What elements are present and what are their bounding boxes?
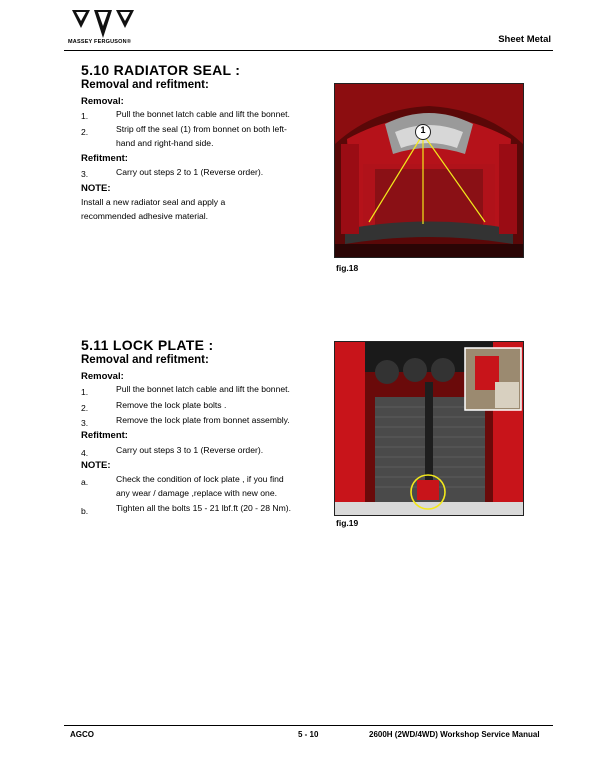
section1-step-text [116,108,290,122]
section2-step-text: Carry out steps 3 to 1 (Reverse order). [116,445,264,455]
note-line: Check the condition of lock plate , if you find [116,474,284,484]
section1-note-text [81,196,225,223]
section-title-radiator-seal: 5.10 RADIATOR SEAL : [81,62,241,78]
section1-removal-label: Removal: [81,96,124,107]
chapter-title: Sheet Metal [498,34,551,45]
section1-step-num: 2. [81,127,89,137]
footer-rule [64,725,553,726]
section1-step-text [116,123,287,150]
note-line: Install a new radiator seal and apply a [81,197,226,207]
section1-step-text [116,166,263,180]
section2-removal-label: Removal: [81,371,124,382]
section2-step-text: Remove the lock plate from bonnet assembly. [116,415,290,425]
section1-refitment-label: Refitment: [81,153,128,164]
brand-logo [68,8,138,48]
footer-company: AGCO [70,730,94,739]
figure-19-caption: fig.19 [336,518,359,528]
figure-18-photo [334,83,524,258]
section-title-lock-plate: 5.11 LOCK PLATE : [81,337,214,353]
section1-subtitle: Removal and refitment: [81,79,209,91]
section2-refitment-label: Refitment: [81,430,128,441]
brand-name: MASSEY FERGUSON® [68,39,132,45]
header-rule [64,50,553,51]
step-line: Carry out steps 2 to 1 (Reverse order). [116,167,264,177]
section2-note-label: NOTE: [81,460,111,471]
page-number: 5 - 10 [298,730,319,739]
radiator-seal-photo [335,84,523,257]
note-item-text: Tighten all the bolts 15 - 21 lbf.ft (20 - 28 Nm). [116,503,291,513]
section2-step-num: 4. [81,448,89,458]
section2-step-num: 1. [81,387,89,397]
lock-plate-photo [335,342,523,515]
footer-manual-title: 2600H (2WD/4WD) Workshop Service Manual [369,730,540,739]
section2-step-text: Pull the bonnet latch cable and lift the bonnet. [116,384,290,394]
note-item-letter: b. [81,506,89,516]
figure-18-caption: fig.18 [336,263,359,273]
section1-step-num: 1. [81,111,89,121]
section2-step-text: Remove the lock plate bolts . [116,400,227,410]
section1-step-num: 3. [81,169,89,179]
note-item-text [116,473,284,500]
section1-note-label: NOTE: [81,183,111,194]
note-line: recommended adhesive material. [81,210,209,221]
massey-ferguson-triple-triangle-logo [68,8,138,40]
step-line: Pull the bonnet latch cable and lift the bonnet. [116,109,290,119]
section2-step-num: 3. [81,418,89,428]
step-line: Strip off the seal (1) from bonnet on both left- [116,124,287,134]
step-line: hand and right-hand side. [116,137,214,148]
section2-step-num: 2. [81,403,89,413]
note-item-letter: a. [81,477,89,487]
section2-subtitle: Removal and refitment: [81,354,209,366]
callout-number: 1 [420,125,426,135]
note-line: any wear / damage ,replace with new one. [116,487,277,498]
figure-19-photo [334,341,524,516]
